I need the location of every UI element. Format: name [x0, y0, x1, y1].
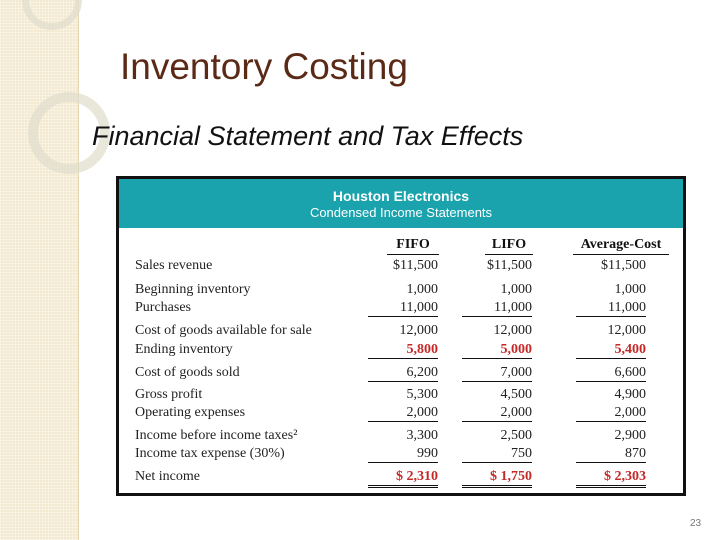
row-label-gross-profit: Gross profit: [135, 387, 203, 402]
cell-avg-cost-of-goods-sold: 6,600: [576, 365, 646, 382]
cell-fifo-beginning-inventory: 1,000: [406, 282, 438, 297]
row-label-cost-of-goods-sold: Cost of goods sold: [135, 365, 240, 380]
cell-fifo-gross-profit: 5,300: [406, 387, 438, 402]
cell-avg-sales-revenue: $11,500: [601, 258, 646, 273]
column-header-fifo: FIFO: [387, 237, 439, 253]
column-header-lifo: LIFO: [485, 237, 533, 253]
cell-lifo-gross-profit: 4,500: [500, 387, 532, 402]
column-header-average-cost: Average-Cost: [573, 237, 669, 253]
cell-lifo-income-tax-expense: 750: [462, 446, 532, 463]
cell-fifo-net-income: $ 2,310: [368, 469, 438, 488]
cell-avg-operating-expenses: 2,000: [576, 405, 646, 422]
cell-lifo-goods-available: 12,000: [493, 323, 532, 338]
slide-title: Inventory Costing: [120, 46, 408, 87]
row-label-operating-expenses: Operating expenses: [135, 405, 246, 420]
cell-fifo-ending-inventory: 5,800: [368, 342, 438, 359]
cell-avg-purchases: 11,000: [576, 300, 646, 317]
cell-avg-beginning-inventory: 1,000: [614, 282, 646, 297]
row-label-income-tax-expense: Income tax expense (30%): [135, 446, 285, 461]
cell-avg-ending-inventory: 5,400: [576, 342, 646, 359]
row-label-ending-inventory: Ending inventory: [135, 342, 233, 357]
row-label-sales-revenue: Sales revenue: [135, 258, 213, 273]
cell-avg-net-income: $ 2,303: [576, 469, 646, 488]
cell-fifo-purchases: 11,000: [368, 300, 438, 317]
decorative-left-strip: [0, 0, 79, 540]
cell-fifo-goods-available: 12,000: [399, 323, 438, 338]
cell-avg-income-tax-expense: 870: [576, 446, 646, 463]
slide-subtitle: Financial Statement and Tax Effects: [92, 121, 524, 151]
company-name: Houston Electronics: [332, 188, 470, 204]
cell-lifo-income-before-taxes: 2,500: [500, 428, 532, 443]
income-statement-table: [116, 176, 686, 496]
row-label-beginning-inventory: Beginning inventory: [135, 282, 251, 297]
cell-avg-gross-profit: 4,900: [614, 387, 646, 402]
row-label-income-before-taxes: Income before income taxes²: [135, 428, 298, 443]
cell-lifo-sales-revenue: $11,500: [487, 258, 532, 273]
cell-avg-goods-available: 12,000: [607, 323, 646, 338]
cell-lifo-net-income: $ 1,750: [462, 469, 532, 488]
cell-fifo-income-before-taxes: 3,300: [406, 428, 438, 443]
cell-fifo-income-tax-expense: 990: [368, 446, 438, 463]
statement-title: Condensed Income Statements: [309, 205, 493, 220]
page-number: 23: [690, 518, 702, 529]
cell-fifo-operating-expenses: 2,000: [368, 405, 438, 422]
cell-lifo-ending-inventory: 5,000: [462, 342, 532, 359]
table-header-band: [119, 179, 683, 228]
cell-lifo-cost-of-goods-sold: 7,000: [462, 365, 532, 382]
cell-fifo-sales-revenue: $11,500: [393, 258, 438, 273]
cell-fifo-cost-of-goods-sold: 6,200: [368, 365, 438, 382]
cell-lifo-beginning-inventory: 1,000: [500, 282, 532, 297]
row-label-goods-available: Cost of goods available for sale: [135, 323, 312, 338]
cell-lifo-purchases: 11,000: [462, 300, 532, 317]
row-label-net-income: Net income: [135, 469, 200, 484]
cell-avg-income-before-taxes: 2,900: [614, 428, 646, 443]
cell-lifo-operating-expenses: 2,000: [462, 405, 532, 422]
row-label-purchases: Purchases: [135, 300, 191, 315]
